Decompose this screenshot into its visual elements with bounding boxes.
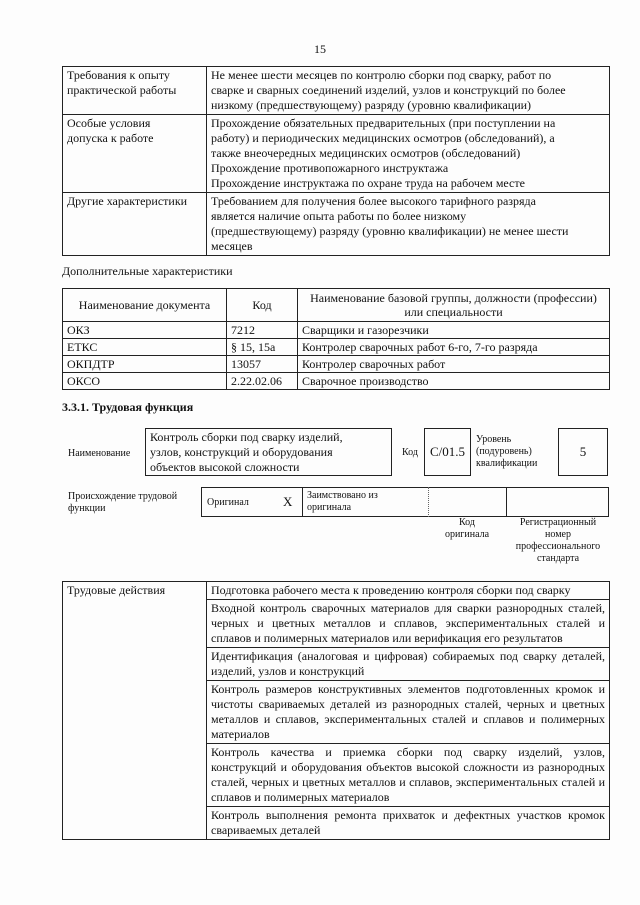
origin-divider <box>302 487 303 517</box>
value-line: Прохождение противопожарного инструктажа <box>211 161 449 175</box>
table-cell: 2.22.02.06 <box>227 373 298 390</box>
label-line: Требования к опыту <box>67 68 170 82</box>
row-value <box>207 193 610 256</box>
action-item: Входной контроль сварочных материалов для сварки разнородных сталей, черных и цветных металлов и сплавов, экспериментальных сталей и сплавов и полимерных материалов или верификация его результатов <box>207 600 610 648</box>
level-label-line: (подуровень) <box>476 446 532 457</box>
level-label-line: Уровень <box>476 434 512 445</box>
table-row <box>63 193 610 256</box>
table-row <box>63 67 610 115</box>
value-line: (предшествующему) разряду (уровню квалификации) не менее шести <box>211 224 569 238</box>
function-name-line: узлов, конструкций и оборудования <box>150 445 333 459</box>
origin-box <box>201 487 609 517</box>
row-label <box>63 193 207 256</box>
table-cell: ОКПДТР <box>63 356 227 373</box>
table-cell: Контролер сварочных работ 6-го, 7-го разряда <box>298 339 610 356</box>
table-cell: ОКСО <box>63 373 227 390</box>
table-row <box>63 322 610 339</box>
code-label: Код <box>402 447 418 458</box>
additional-title: Дополнительные характеристики <box>62 264 233 278</box>
column-header: Код <box>227 289 298 322</box>
value-line: работу) и периодических медицинских осмотров (обследований), а <box>211 131 555 145</box>
level-label <box>476 434 537 470</box>
column-header: Наименование документа <box>63 289 227 322</box>
function-name-line: Контроль сборки под сварку изделий, <box>150 430 343 444</box>
page-number: 15 <box>314 42 326 56</box>
code-caption-line: Код <box>459 517 475 528</box>
action-item: Подготовка рабочего места к проведению контроля сборки под сварку <box>207 582 610 600</box>
label-line: Особые условия <box>67 116 151 130</box>
borrowed-label <box>307 490 378 514</box>
table-cell: § 15, 15а <box>227 339 298 356</box>
table-cell: ОКЗ <box>63 322 227 339</box>
action-item: Идентификация (аналоговая и цифровая) собираемых под сварку деталей, изделий, узлов и конструкций <box>207 648 610 681</box>
code-value-box <box>424 428 471 476</box>
value-line: сварке и сварных соединений изделий, узлов и конструкций по более <box>211 83 566 97</box>
table-cell: ЕТКС <box>63 339 227 356</box>
action-item: Контроль выполнения ремонта прихваток и дефектных участков кромок свариваемых деталей <box>207 807 610 840</box>
table-cell: Сварочное производство <box>298 373 610 390</box>
table-cell: Контролер сварочных работ <box>298 356 610 373</box>
original-mark: X <box>283 494 293 509</box>
additional-table <box>62 288 610 390</box>
reg-caption-line: Регистрационный <box>519 517 597 528</box>
borrowed-label-line: оригинала <box>307 502 352 513</box>
origin-label <box>68 491 177 515</box>
label-line: практической работы <box>67 83 177 97</box>
reg-caption-line: стандарта <box>536 553 580 564</box>
reg-caption <box>506 517 610 565</box>
code-value: С/01.5 <box>429 444 466 459</box>
original-label: Оригинал <box>207 497 249 508</box>
action-item: Контроль размеров конструктивных элементов подготовленных кромок и чистоты свариваемых деталей из разнородных сталей, черных и цветных металлов и сплавов, экспериментальных сталей и сплавов и полимерных материалов <box>207 681 610 744</box>
label-line: допуска к работе <box>67 131 154 145</box>
origin-label-line: Происхождение трудовой <box>68 491 178 502</box>
origin-divider <box>428 487 429 517</box>
value-line: Не менее шести месяцев по контролю сборки под сварку, работ по <box>211 68 552 82</box>
code-caption-line: оригинала <box>444 529 490 540</box>
value-line: является наличие опыта работы по более низкому <box>211 209 467 223</box>
function-name-box <box>145 428 392 476</box>
value-line: Прохождение инструктажа по охране труда на рабочем месте <box>211 176 525 190</box>
action-item: Контроль качества и приемка сборки под сварку изделий, узлов, конструкций и оборудования объектов высокой сложности из разнородных сталей, черных и цветных металлов и сплавов, экспериментальных сталей и сплавов и полимерных материалов <box>207 744 610 807</box>
reg-caption-line: номер <box>545 529 571 540</box>
value-line: месяцев <box>211 239 253 253</box>
row-value <box>207 67 610 115</box>
value-line: Требованием для получения более высокого тарифного разряда <box>211 194 536 208</box>
table-row <box>63 582 610 600</box>
reg-caption-line: профессионального <box>515 541 601 552</box>
function-name-line: объектов высокой сложности <box>150 460 300 474</box>
level-value: 5 <box>579 444 587 459</box>
column-header: Наименование базовой группы, должности (профессии) или специальности <box>298 289 610 322</box>
origin-divider <box>506 487 507 517</box>
table-row <box>63 339 610 356</box>
table-row <box>63 373 610 390</box>
table-row <box>63 115 610 193</box>
name-label: Наименование <box>68 448 131 459</box>
requirements-table <box>62 66 610 256</box>
table-cell: 7212 <box>227 322 298 339</box>
actions-table <box>62 581 610 840</box>
actions-label: Трудовые действия <box>63 582 207 840</box>
code-caption <box>428 517 506 541</box>
level-label-line: квалификации <box>476 458 538 469</box>
borrowed-label-line: Заимствовано из <box>307 490 378 501</box>
value-line: низкому (предшествующему) разряду (уровню квалификации) <box>211 98 532 112</box>
table-row <box>63 356 610 373</box>
row-label <box>63 67 207 115</box>
table-header-row <box>63 289 610 322</box>
label-line: Другие характеристики <box>67 194 188 208</box>
table-cell: Сварщики и газорезчики <box>298 322 610 339</box>
origin-label-line: функции <box>68 503 106 514</box>
row-value <box>207 115 610 193</box>
level-value-box <box>558 428 608 476</box>
value-line: Прохождение обязательных предварительных (при поступлении на <box>211 116 556 130</box>
table-cell: 13057 <box>227 356 298 373</box>
function-heading: 3.3.1. Трудовая функция <box>62 400 194 414</box>
value-line: также внеочередных медицинских осмотров (обследований) <box>211 146 521 160</box>
row-label <box>63 115 207 193</box>
